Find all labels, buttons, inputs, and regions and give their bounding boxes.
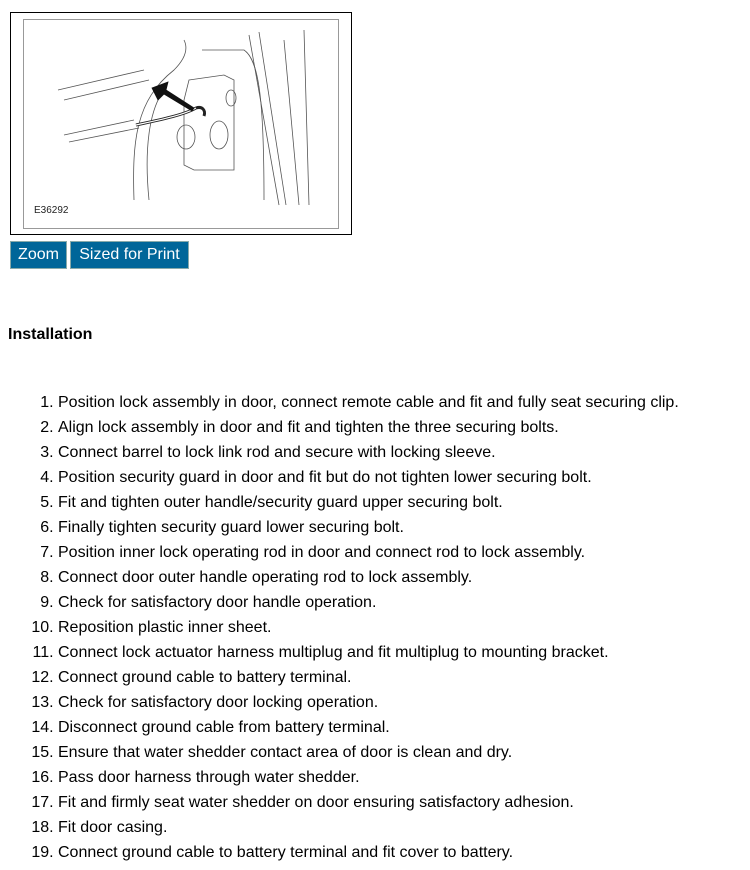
- list-item: 5. Fit and tighten outer handle/security guard upper securing bolt.: [58, 492, 679, 517]
- list-item: 4. Position security guard in door and fit but do not tighten lower securing bolt.: [58, 467, 679, 492]
- lock-assembly-illustration: [23, 19, 339, 229]
- list-item: 1. Position lock assembly in door, connect remote cable and fit and fully seat securing clip.: [58, 392, 679, 417]
- list-item: 17. Fit and firmly seat water shedder on door ensuring satisfactory adhesion.: [58, 792, 679, 817]
- list-item: 3. Connect barrel to lock link rod and secure with locking sleeve.: [58, 442, 679, 467]
- list-item: 18. Fit door casing.: [58, 817, 679, 842]
- figure-id: E36292: [34, 205, 69, 216]
- installation-steps: [0, 392, 679, 867]
- list-item: 10. Reposition plastic inner sheet.: [58, 617, 679, 642]
- figure-frame: [10, 12, 352, 235]
- list-item: 16. Pass door harness through water shedder.: [58, 767, 679, 792]
- list-item: 19. Connect ground cable to battery terminal and fit cover to battery.: [58, 842, 679, 867]
- sized-for-print-button[interactable]: Sized for Print: [70, 241, 189, 269]
- list-item: 14. Disconnect ground cable from battery terminal.: [58, 717, 679, 742]
- list-item: 9. Check for satisfactory door handle operation.: [58, 592, 679, 617]
- list-item: 6. Finally tighten security guard lower securing bolt.: [58, 517, 679, 542]
- list-item: 7. Position inner lock operating rod in door and connect rod to lock assembly.: [58, 542, 679, 567]
- zoom-button[interactable]: Zoom: [10, 241, 67, 269]
- list-item: 8. Connect door outer handle operating rod to lock assembly.: [58, 567, 679, 592]
- list-item: 11. Connect lock actuator harness multiplug and fit multiplug to mounting bracket.: [58, 642, 679, 667]
- list-item: 13. Check for satisfactory door locking operation.: [58, 692, 679, 717]
- list-item: 15. Ensure that water shedder contact area of door is clean and dry.: [58, 742, 679, 767]
- list-item: 12. Connect ground cable to battery terminal.: [58, 667, 679, 692]
- section-heading: Installation: [8, 326, 93, 343]
- list-item: 2. Align lock assembly in door and fit and tighten the three securing bolts.: [58, 417, 679, 442]
